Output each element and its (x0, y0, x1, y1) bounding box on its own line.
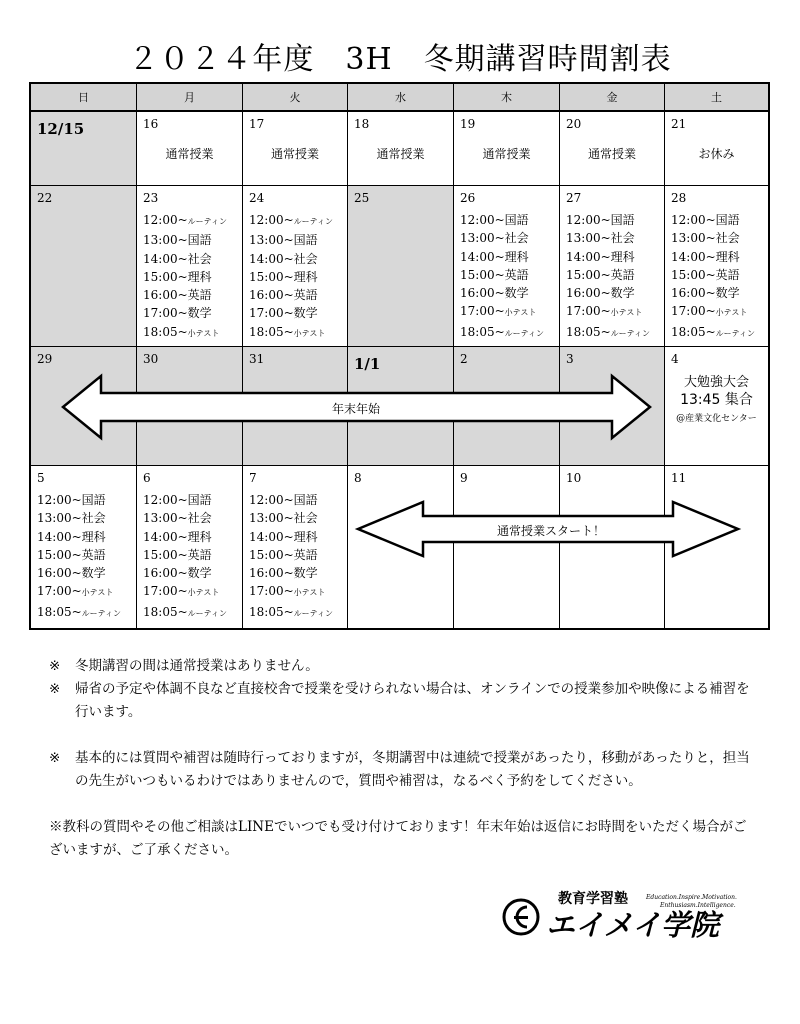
day-number: 17 (249, 117, 265, 131)
schedule-time: 12:00~ (671, 213, 716, 227)
note-text: 基本的には質問や補習は随時行っておりますが，冬期講習中は連続で授業があったり，移動があったりと，担当の先生がいつもいるわけではありませんので，質問や補習は，なるべく予約をしてください。 (75, 750, 750, 789)
schedule-subject: 理科 (715, 249, 740, 264)
schedule-subject: 国語 (293, 493, 318, 507)
schedule-time: 13:00~ (249, 233, 294, 248)
schedule-subject: 英語 (293, 288, 318, 303)
calendar-table (29, 82, 770, 630)
schedule-time: 12:00~ (249, 213, 294, 227)
schedule-subject: 国語 (81, 493, 106, 507)
day-note: 通常授業 (376, 147, 425, 161)
day-number: 4 (671, 352, 679, 366)
schedule-subject: 英語 (504, 267, 529, 282)
note-text: ※教科の質問やその他ご相談はLINEでいつでも受け付けております！年末年始は返信にお時間をいただく場合がございますが、ご了承ください。 (49, 819, 747, 858)
schedule-time: 15:00~ (249, 547, 294, 562)
schedule-subject: ルーティン (187, 217, 228, 226)
schedule-subject: 国語 (504, 213, 529, 227)
schedule-time: 18:05~ (249, 324, 294, 339)
note-mark: ※ (49, 750, 61, 766)
schedule-subject: ルーティン (715, 328, 756, 338)
event-title: 大勉強大会 (683, 375, 749, 390)
note-mark: ※ (49, 658, 61, 674)
logo-line1: 教育学習塾 (558, 891, 628, 907)
schedule-time: 12:00~ (249, 493, 294, 507)
day-number: 25 (354, 191, 370, 205)
schedule-time: 13:00~ (143, 511, 188, 526)
holiday-arrow-label: 年末年始 (331, 402, 380, 416)
schedule-time: 16:00~ (671, 286, 716, 301)
schedule-subject: 英語 (293, 547, 318, 562)
schedule-time: 15:00~ (143, 269, 188, 284)
schedule-subject: 国語 (187, 233, 212, 248)
day-number: 7 (249, 471, 257, 485)
schedule-time: 17:00~ (143, 306, 188, 321)
schedule-subject: 英語 (610, 267, 635, 282)
schedule-subject: 英語 (187, 288, 212, 303)
schedule-subject: 数学 (187, 566, 212, 581)
schedule-time: 15:00~ (249, 269, 294, 284)
day-number: 2 (460, 352, 468, 366)
schedule-subject: 数学 (715, 286, 740, 301)
schedule-subject: 社会 (187, 251, 212, 266)
schedule-time: 15:00~ (671, 267, 716, 282)
schedule-subject: 社会 (293, 511, 318, 526)
schedule-subject: 社会 (610, 231, 635, 246)
weekday-header: 木 (454, 84, 560, 112)
schedule-time: 17:00~ (37, 584, 82, 599)
classes-start-double-arrow-icon (31, 84, 768, 628)
day-number: 22 (37, 191, 53, 205)
schedule-subject: 小テスト (293, 588, 326, 598)
weekday-header: 水 (348, 84, 454, 112)
schedule-subject: 国語 (187, 493, 212, 507)
event-time: 13:45 集合 (680, 392, 753, 408)
day-number: 16 (143, 117, 159, 131)
schedule-time: 17:00~ (671, 304, 716, 319)
schedule-time: 13:00~ (37, 511, 82, 526)
event-place: @産業文化センター (676, 414, 757, 424)
schedule-time: 16:00~ (460, 286, 505, 301)
day-note: 通常授業 (587, 147, 636, 161)
day-number: 29 (37, 352, 53, 366)
schedule-subject: 社会 (715, 231, 740, 246)
schedule-subject: 理科 (187, 269, 212, 284)
day-number: 6 (143, 471, 151, 485)
day-number: 12/15 (37, 120, 85, 138)
schedule-time: 13:00~ (460, 231, 505, 246)
schedule-subject: 社会 (187, 511, 212, 526)
day-number: 11 (671, 471, 687, 485)
day-number: 24 (249, 191, 265, 205)
schedule-time: 16:00~ (143, 288, 188, 303)
page-title: ２０２４年度 3H 冬期講習時間割表 (128, 42, 672, 77)
schedule-subject: 数学 (504, 286, 529, 301)
logo-tagline-1: Education.Inspire.Motivation. (646, 894, 737, 901)
day-number: 30 (143, 352, 159, 366)
day-number: 19 (460, 117, 476, 131)
schedule-subject: ルーティン (504, 328, 545, 338)
schedule-time: 13:00~ (143, 233, 188, 248)
schedule-time: 14:00~ (249, 251, 294, 266)
schedule-time: 18:05~ (249, 604, 294, 619)
schedule-subject: 数学 (610, 286, 635, 301)
schedule-time: 15:00~ (566, 267, 611, 282)
schedule-subject: 理科 (293, 529, 318, 544)
schedule-time: 17:00~ (249, 306, 294, 321)
day-number: 31 (249, 352, 265, 366)
schedule-time: 18:05~ (37, 604, 82, 619)
schedule-subject: 理科 (504, 249, 529, 264)
day-number: 28 (671, 191, 687, 205)
schedule-subject: 社会 (293, 251, 318, 266)
day-number: 3 (566, 352, 574, 366)
schedule-subject: 数学 (293, 566, 318, 581)
schedule-subject: 国語 (715, 213, 740, 227)
schedule-time: 12:00~ (37, 493, 82, 507)
day-number: 10 (566, 471, 582, 485)
notes-section (49, 655, 759, 862)
day-note: 通常授業 (482, 147, 531, 161)
schedule-time: 18:05~ (566, 324, 611, 339)
note-4 (49, 816, 759, 862)
day-number: 27 (566, 191, 582, 205)
schedule-time: 15:00~ (143, 547, 188, 562)
schedule-subject: 英語 (187, 547, 212, 562)
schedule-time: 18:05~ (143, 604, 188, 619)
schedule-subject: 社会 (81, 511, 106, 526)
day-number: 1/1 (354, 355, 381, 373)
schedule-subject: 小テスト (715, 308, 748, 318)
day-number: 8 (354, 471, 362, 485)
schedule-time: 14:00~ (566, 249, 611, 264)
day-note: 通常授業 (165, 147, 214, 161)
schedule-time: 18:05~ (460, 324, 505, 339)
schedule-subject: 小テスト (293, 328, 326, 338)
classes-start-label: 通常授業スタート！ (496, 524, 605, 538)
schedule-subject: 小テスト (81, 588, 114, 598)
schedule-time: 14:00~ (671, 249, 716, 264)
day-number: 9 (460, 471, 468, 485)
schedule-time: 12:00~ (566, 213, 611, 227)
schedule-subject: 社会 (504, 231, 529, 246)
schedule-subject: ルーティン (81, 608, 122, 618)
day-number: 18 (354, 117, 370, 131)
note-text: 冬期講習の間は通常授業はありません。 (75, 658, 319, 674)
day-number: 26 (460, 191, 476, 205)
schedule-time: 14:00~ (37, 529, 82, 544)
schedule-time: 15:00~ (37, 547, 82, 562)
note-1 (49, 655, 759, 678)
schedule-subject: ルーティン (187, 608, 228, 618)
schedule-time: 16:00~ (249, 288, 294, 303)
schedule-subject: 小テスト (187, 588, 220, 598)
day-note: お休み (698, 147, 735, 161)
schedule-time: 15:00~ (460, 267, 505, 282)
schedule-time: 14:00~ (460, 249, 505, 264)
schedule-subject: 英語 (715, 267, 740, 282)
day-number: 20 (566, 117, 582, 131)
weekday-header: 日 (31, 84, 137, 112)
schedule-time: 13:00~ (566, 231, 611, 246)
logo-tagline-2: Enthusiasm.Intelligence. (660, 902, 736, 909)
weekday-header: 月 (137, 84, 243, 112)
schedule-subject: 国語 (610, 213, 635, 227)
schedule-subject: 小テスト (610, 308, 643, 318)
schedule-subject: 理科 (187, 529, 212, 544)
note-3 (49, 747, 759, 793)
schedule-time: 13:00~ (249, 511, 294, 526)
schedule-subject: 数学 (81, 566, 106, 581)
schedule-time: 17:00~ (460, 304, 505, 319)
logo-name: エイメイ学院 (546, 908, 720, 942)
schedule-subject: 小テスト (187, 328, 220, 338)
day-number: 21 (671, 117, 687, 131)
schedule-time: 14:00~ (143, 529, 188, 544)
note-mark: ※ (49, 681, 61, 697)
schedule-time: 13:00~ (671, 231, 716, 246)
schedule-time: 16:00~ (249, 566, 294, 581)
note-text: 帰省の予定や体調不良など直接校舎で授業を受けられない場合は、オンラインでの授業参加や映像による補習を行います。 (75, 681, 750, 720)
schedule-time: 18:05~ (143, 324, 188, 339)
schedule-subject: 理科 (293, 269, 318, 284)
note-2 (49, 678, 759, 724)
schedule-time: 18:05~ (671, 324, 716, 339)
schedule-subject: 国語 (293, 233, 318, 248)
schedule-time: 12:00~ (143, 493, 188, 507)
weekday-header: 火 (243, 84, 348, 112)
schedule-time: 17:00~ (249, 584, 294, 599)
schedule-time: 14:00~ (143, 251, 188, 266)
day-number: 23 (143, 191, 159, 205)
schedule-subject: 理科 (81, 529, 106, 544)
schedule-subject: 数学 (187, 306, 212, 321)
schedule-time: 12:00~ (143, 213, 188, 227)
schedule-subject: ルーティン (293, 217, 334, 226)
schedule-subject: 英語 (81, 547, 106, 562)
schedule-time: 17:00~ (143, 584, 188, 599)
schedule-time: 16:00~ (143, 566, 188, 581)
schedule-subject: ルーティン (610, 328, 651, 338)
day-note: 通常授業 (270, 147, 319, 161)
schedule-time: 16:00~ (566, 286, 611, 301)
weekday-header: 金 (560, 84, 665, 112)
schedule-time: 17:00~ (566, 304, 611, 319)
school-logo (500, 887, 750, 943)
schedule-time: 14:00~ (249, 529, 294, 544)
weekday-header: 土 (665, 84, 768, 112)
day-number: 5 (37, 471, 45, 485)
schedule-subject: 数学 (293, 306, 318, 321)
schedule-subject: 小テスト (504, 308, 537, 318)
schedule-subject: 理科 (610, 249, 635, 264)
schedule-subject: ルーティン (293, 608, 334, 618)
schedule-time: 12:00~ (460, 213, 505, 227)
schedule-time: 16:00~ (37, 566, 82, 581)
